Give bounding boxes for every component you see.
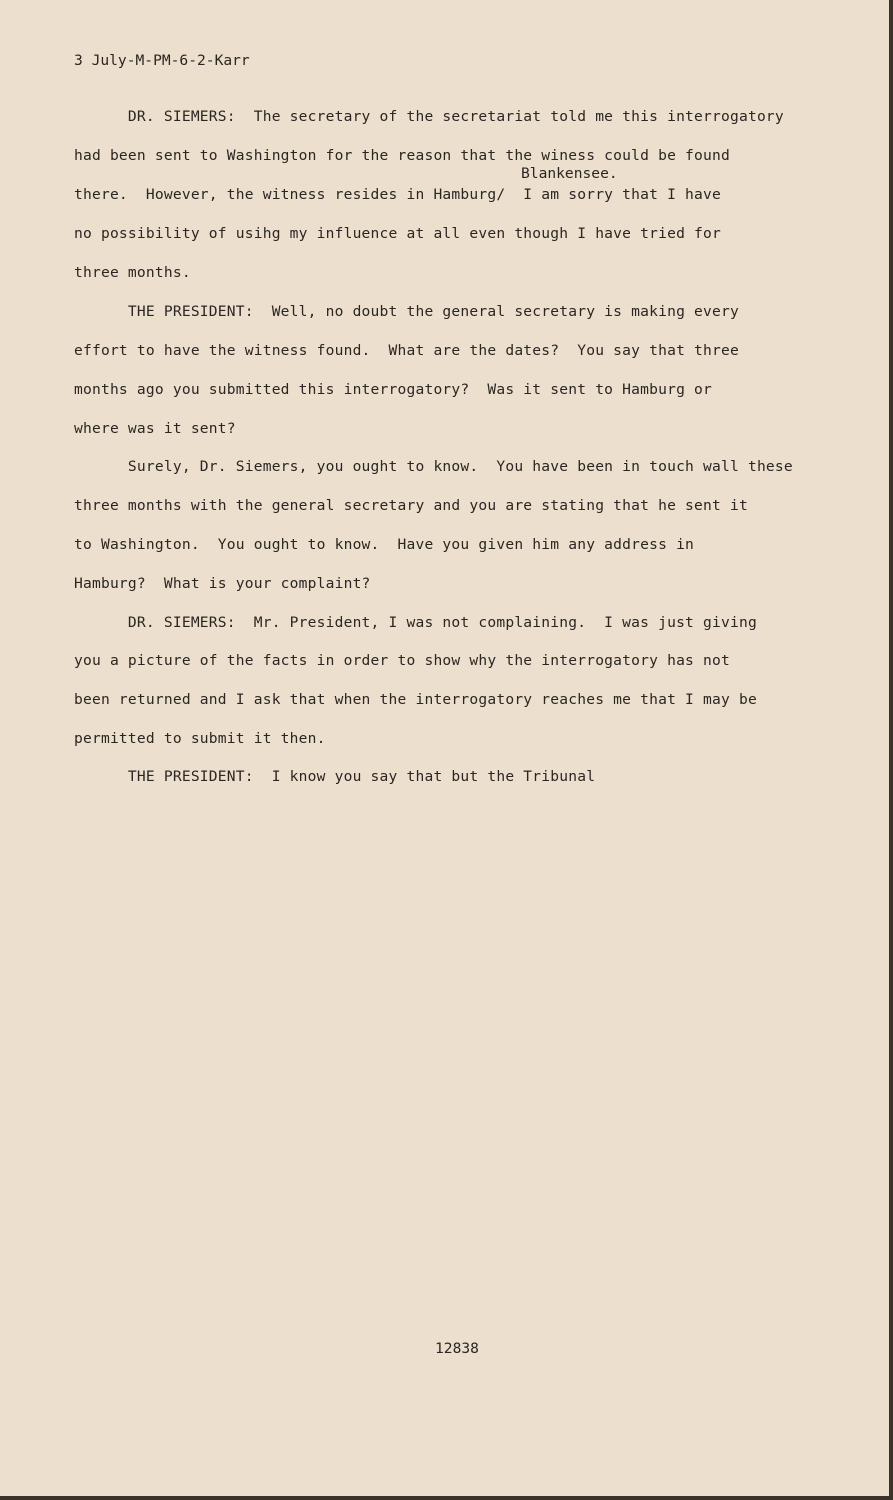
transcript-line: three months. xyxy=(74,264,191,281)
transcript-line: THE PRESIDENT: Well, no doubt the general secretary is making every xyxy=(74,303,739,320)
transcript-line: THE PRESIDENT: I know you say that but the Tribunal xyxy=(74,768,596,785)
transcript-line: three months with the general secretary and you are stating that he sent it xyxy=(74,497,748,514)
transcript-line: no possibility of usihg my influence at all even though I have tried for xyxy=(74,225,722,242)
transcript-line: DR. SIEMERS: Mr. President, I was not complaining. I was just giving xyxy=(74,614,757,631)
transcript-line: Surely, Dr. Siemers, you ought to know. You have been in touch wall these xyxy=(74,458,793,475)
transcript-line: Hamburg? What is your complaint? xyxy=(74,575,371,592)
handwritten-insertion: Blankensee. xyxy=(521,165,618,182)
transcript-line: where was it sent? xyxy=(74,420,236,437)
transcript-line: permitted to submit it then. xyxy=(74,730,326,747)
transcript-line: DR. SIEMERS: The secretary of the secretariat told me this interrogatory xyxy=(74,108,784,125)
transcript-line: months ago you submitted this interrogatory? Was it sent to Hamburg or xyxy=(74,381,713,398)
page-number: 12838 xyxy=(435,1340,479,1357)
transcript-line: effort to have the witness found. What are the dates? You say that three xyxy=(74,342,739,359)
transcript-line: you a picture of the facts in order to show why the interrogatory has not xyxy=(74,652,730,669)
document-id: 3 July-M-PM-6-2-Karr xyxy=(74,52,250,69)
transcript-line: been returned and I ask that when the interrogatory reaches me that I may be xyxy=(74,691,757,708)
transcript-line: there. However, the witness resides in Hamburg/ I am sorry that I have xyxy=(74,186,722,203)
transcript-line: had been sent to Washington for the reason that the winess could be found xyxy=(74,147,730,164)
transcript-line: to Washington. You ought to know. Have you given him any address in xyxy=(74,536,695,553)
